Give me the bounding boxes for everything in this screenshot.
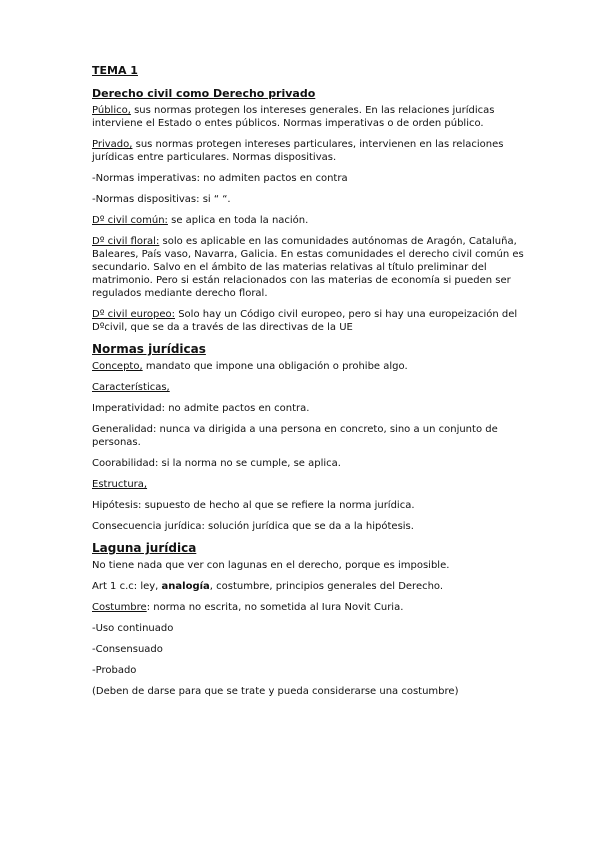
term-civil-foral: Dº civil floral: [92, 236, 160, 247]
paragraph-civil-comun [92, 214, 532, 227]
text-concepto: mandato que impone una obligación o prohibe algo. [142, 361, 408, 372]
section-title-derecho-civil: Derecho civil como Derecho privado [92, 87, 316, 100]
paragraph-uso-continuado: -Uso continuado [92, 623, 174, 634]
paragraph-probado: -Probado [92, 665, 137, 676]
paragraph-civil-europeo [92, 308, 532, 334]
term-publico: Público, [92, 105, 131, 116]
paragraph-civil-foral [92, 235, 532, 300]
paragraph-art1 [92, 580, 532, 593]
paragraph-nota-costumbre: (Deben de darse para que se trate y pueda considerarse una costumbre) [92, 686, 459, 697]
paragraph-normas-imperativas: -Normas imperativas: no admiten pactos en contra [92, 173, 348, 184]
text-costumbre: : norma no escrita, no sometida al Iura Novit Curia. [146, 602, 404, 613]
paragraph-generalidad: Generalidad: nunca va dirigida a una persona en concreto, sino a un conjunto de personas. [92, 424, 498, 448]
text-privado: sus normas protegen intereses particulares, intervienen en las relaciones jurídicas entre particulares. Normas dispositivas. [92, 139, 504, 163]
text-civil-comun: se aplica en toda la nación. [167, 215, 309, 226]
paragraph-normas-dispositivas: -Normas dispositivas: si “ “. [92, 194, 231, 205]
paragraph-laguna-intro: No tiene nada que ver con lagunas en el derecho, porque es imposible. [92, 560, 450, 571]
paragraph-consecuencia: Consecuencia jurídica: solución jurídica que se da a la hipótesis. [92, 521, 414, 532]
paragraph-costumbre [92, 601, 532, 614]
term-civil-europeo: Dº civil europeo: [92, 309, 176, 320]
text-publico: sus normas protegen los intereses generales. En las relaciones jurídicas interviene el Estado o entes públicos. Normas imperativas o de orden público. [92, 105, 495, 129]
term-privado: Privado, [92, 139, 133, 150]
term-civil-comun: Dº civil común: [92, 215, 168, 226]
paragraph-consensuado: -Consensuado [92, 644, 163, 655]
section-title-normas-juridicas: Normas jurídicas [92, 342, 206, 356]
text-civil-foral: solo es aplicable en las comunidades autónomas de Aragón, Cataluña, Baleares, País vaso, Navarra, Galicia. En estas comunidades el derecho civil común es secundario. Salvo en el ámbito de las materias relativas al título preliminar del matrimonio. Pero si están relacionados con las materias de economía si pueden ser regulados mediante derecho floral. [92, 236, 524, 299]
text-art-pre: Art 1 c.c: ley, [92, 581, 162, 592]
term-concepto: Concepto, [92, 361, 143, 372]
paragraph-hipotesis: Hipótesis: supuesto de hecho al que se refiere la norma jurídica. [92, 500, 415, 511]
paragraph-concepto [92, 360, 532, 373]
paragraph-caracteristicas: Características, [92, 382, 170, 393]
paragraph-coorabilidad: Coorabilidad: si la norma no se cumple, se aplica. [92, 458, 341, 469]
text-civil-europeo: Solo hay un Código civil europeo, pero si hay una europeización del Dºcivil, que se da a través de las directivas de la UE [92, 309, 518, 333]
term-costumbre: Costumbre [92, 602, 147, 613]
document-heading: TEMA 1 [92, 64, 138, 77]
term-analogia: analogía [161, 581, 210, 592]
paragraph-estructura: Estructura, [92, 479, 148, 490]
document-page [92, 64, 532, 706]
paragraph-publico [92, 104, 532, 130]
paragraph-imperatividad: Imperatividad: no admite pactos en contra. [92, 403, 310, 414]
text-art-post: , costumbre, principios generales del Derecho. [209, 581, 444, 592]
section-title-laguna-juridica: Laguna jurídica [92, 541, 197, 555]
paragraph-privado [92, 138, 532, 164]
